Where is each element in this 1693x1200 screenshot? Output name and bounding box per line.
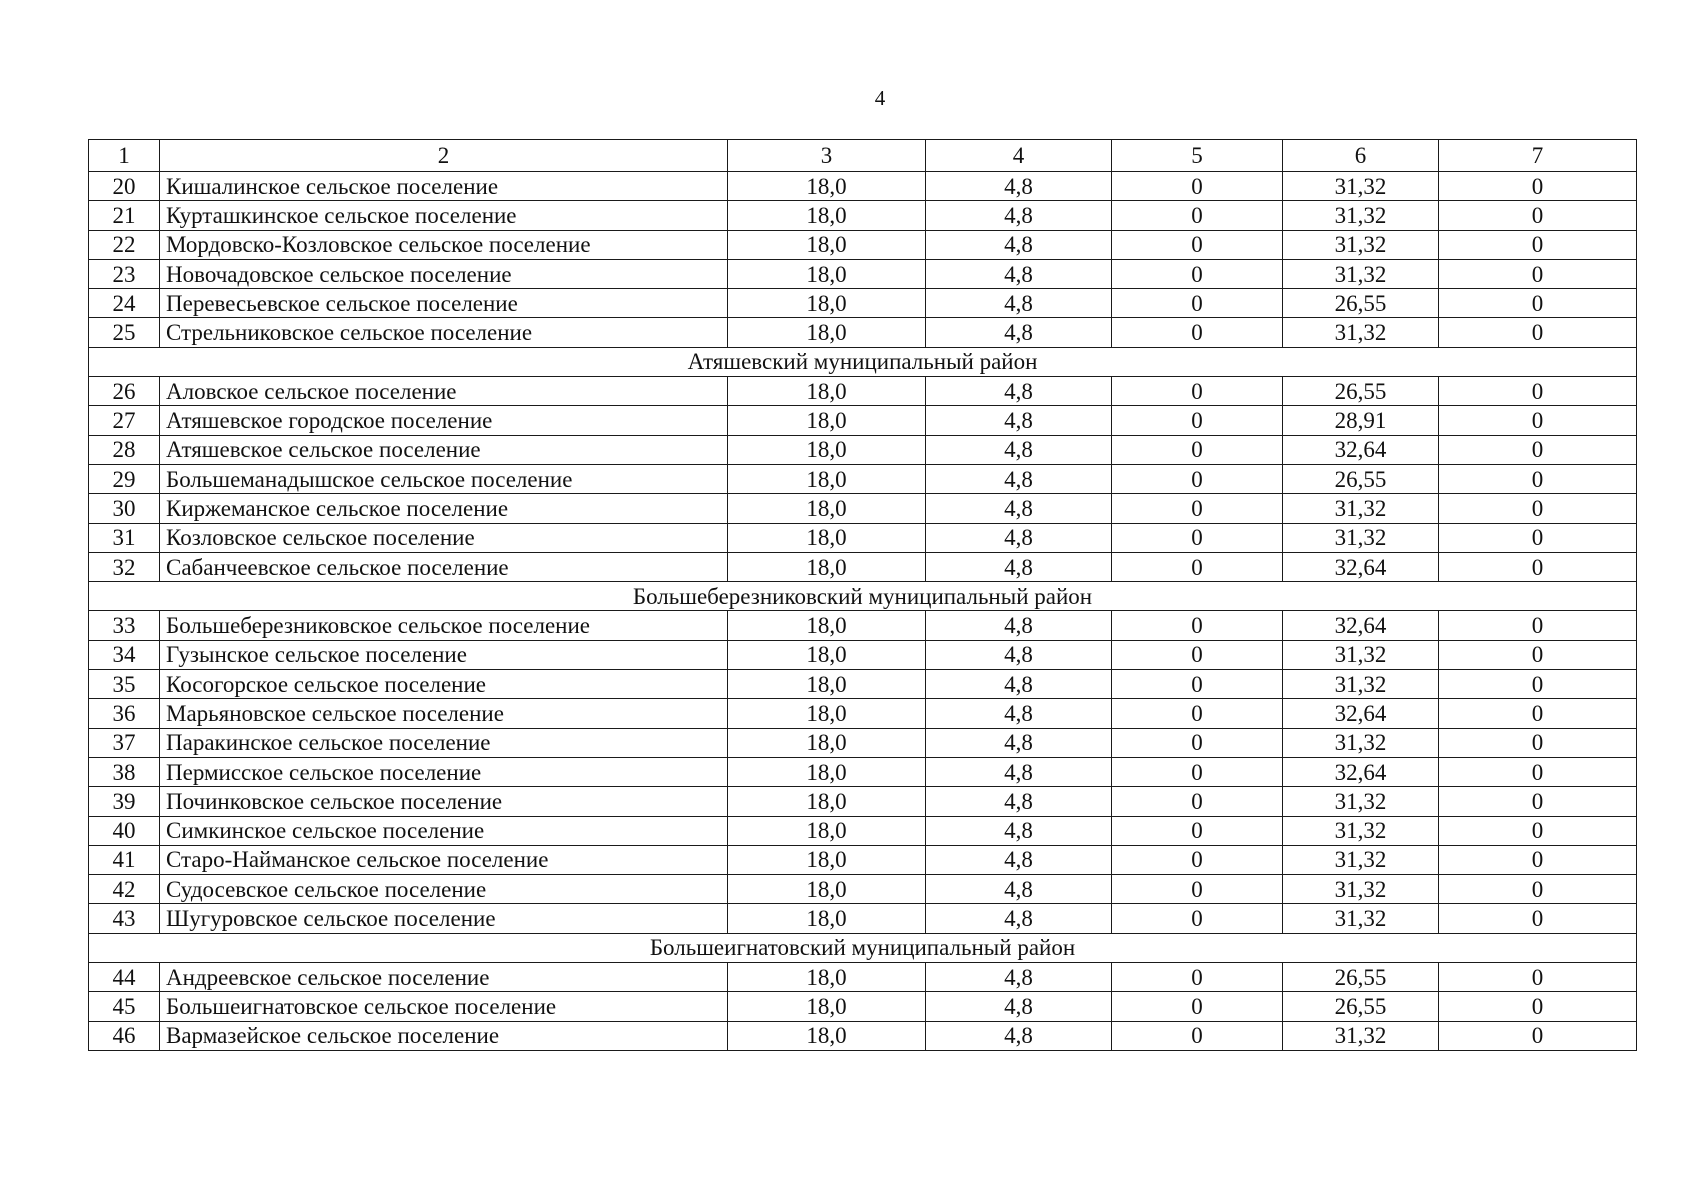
section-title: Атяшевский муниципальный район bbox=[89, 347, 1637, 376]
value-cell-4: 4,8 bbox=[926, 640, 1112, 669]
value-cell-7: 0 bbox=[1439, 816, 1637, 845]
value-cell-4: 4,8 bbox=[926, 172, 1112, 201]
value-cell-3: 18,0 bbox=[728, 1021, 926, 1050]
row-number-cell: 35 bbox=[89, 670, 160, 699]
row-number-cell: 24 bbox=[89, 289, 160, 318]
value-cell-3: 18,0 bbox=[728, 406, 926, 435]
value-cell-3: 18,0 bbox=[728, 787, 926, 816]
value-cell-5: 0 bbox=[1112, 816, 1283, 845]
value-cell-5: 0 bbox=[1112, 787, 1283, 816]
settlement-name-cell: Аловское сельское поселение bbox=[160, 377, 728, 406]
settlement-name-cell: Сабанчеевское сельское поселение bbox=[160, 552, 728, 581]
value-cell-5: 0 bbox=[1112, 494, 1283, 523]
value-cell-5: 0 bbox=[1112, 377, 1283, 406]
value-cell-5: 0 bbox=[1112, 640, 1283, 669]
table-row bbox=[89, 875, 1637, 904]
value-cell-4: 4,8 bbox=[926, 875, 1112, 904]
value-cell-7: 0 bbox=[1439, 494, 1637, 523]
table-row bbox=[89, 523, 1637, 552]
value-cell-4: 4,8 bbox=[926, 201, 1112, 230]
table-row bbox=[89, 904, 1637, 933]
value-cell-3: 18,0 bbox=[728, 318, 926, 347]
value-cell-6: 31,32 bbox=[1283, 845, 1439, 874]
value-cell-3: 18,0 bbox=[728, 670, 926, 699]
value-cell-5: 0 bbox=[1112, 757, 1283, 786]
value-cell-6: 31,32 bbox=[1283, 904, 1439, 933]
row-number-cell: 42 bbox=[89, 875, 160, 904]
table-row bbox=[89, 377, 1637, 406]
value-cell-5: 0 bbox=[1112, 670, 1283, 699]
value-cell-6: 32,64 bbox=[1283, 435, 1439, 464]
value-cell-4: 4,8 bbox=[926, 230, 1112, 259]
value-cell-4: 4,8 bbox=[926, 845, 1112, 874]
row-number-cell: 36 bbox=[89, 699, 160, 728]
value-cell-3: 18,0 bbox=[728, 494, 926, 523]
settlement-name-cell: Старо-Найманское сельское поселение bbox=[160, 845, 728, 874]
row-number-cell: 39 bbox=[89, 787, 160, 816]
value-cell-7: 0 bbox=[1439, 670, 1637, 699]
value-cell-3: 18,0 bbox=[728, 201, 926, 230]
value-cell-3: 18,0 bbox=[728, 172, 926, 201]
table-row bbox=[89, 757, 1637, 786]
settlement-name-cell: Атяшевское сельское поселение bbox=[160, 435, 728, 464]
table-row bbox=[89, 611, 1637, 640]
settlement-name-cell: Новочадовское сельское поселение bbox=[160, 259, 728, 288]
value-cell-5: 0 bbox=[1112, 552, 1283, 581]
value-cell-4: 4,8 bbox=[926, 377, 1112, 406]
settlement-name-cell: Паракинское сельское поселение bbox=[160, 728, 728, 757]
settlement-name-cell: Перевесьевское сельское поселение bbox=[160, 289, 728, 318]
value-cell-5: 0 bbox=[1112, 845, 1283, 874]
value-cell-6: 31,32 bbox=[1283, 816, 1439, 845]
value-cell-4: 4,8 bbox=[926, 787, 1112, 816]
settlement-name-cell: Пермисское сельское поселение bbox=[160, 757, 728, 786]
value-cell-5: 0 bbox=[1112, 435, 1283, 464]
value-cell-6: 31,32 bbox=[1283, 1021, 1439, 1050]
value-cell-5: 0 bbox=[1112, 259, 1283, 288]
section-title: Большеигнатовский муниципальный район bbox=[89, 933, 1637, 962]
row-number-cell: 25 bbox=[89, 318, 160, 347]
value-cell-4: 4,8 bbox=[926, 494, 1112, 523]
value-cell-5: 0 bbox=[1112, 523, 1283, 552]
value-cell-7: 0 bbox=[1439, 259, 1637, 288]
value-cell-3: 18,0 bbox=[728, 875, 926, 904]
header-cell-3: 3 bbox=[728, 140, 926, 172]
settlement-name-cell: Большеманадышское сельское поселение bbox=[160, 464, 728, 493]
table-row bbox=[89, 699, 1637, 728]
value-cell-6: 31,32 bbox=[1283, 787, 1439, 816]
value-cell-5: 0 bbox=[1112, 963, 1283, 992]
value-cell-3: 18,0 bbox=[728, 728, 926, 757]
value-cell-4: 4,8 bbox=[926, 904, 1112, 933]
value-cell-7: 0 bbox=[1439, 611, 1637, 640]
value-cell-4: 4,8 bbox=[926, 406, 1112, 435]
value-cell-6: 31,32 bbox=[1283, 670, 1439, 699]
table-row bbox=[89, 963, 1637, 992]
value-cell-3: 18,0 bbox=[728, 377, 926, 406]
settlement-name-cell: Кишалинское сельское поселение bbox=[160, 172, 728, 201]
settlement-name-cell: Атяшевское городское поселение bbox=[160, 406, 728, 435]
table-row bbox=[89, 845, 1637, 874]
row-number-cell: 40 bbox=[89, 816, 160, 845]
table-row bbox=[89, 787, 1637, 816]
value-cell-7: 0 bbox=[1439, 523, 1637, 552]
settlement-name-cell: Большеигнатовское сельское поселение bbox=[160, 992, 728, 1021]
table-row bbox=[89, 552, 1637, 581]
value-cell-7: 0 bbox=[1439, 845, 1637, 874]
value-cell-6: 31,32 bbox=[1283, 172, 1439, 201]
value-cell-6: 32,64 bbox=[1283, 757, 1439, 786]
value-cell-3: 18,0 bbox=[728, 611, 926, 640]
row-number-cell: 21 bbox=[89, 201, 160, 230]
row-number-cell: 28 bbox=[89, 435, 160, 464]
settlement-name-cell: Киржеманское сельское поселение bbox=[160, 494, 728, 523]
row-number-cell: 44 bbox=[89, 963, 160, 992]
value-cell-5: 0 bbox=[1112, 230, 1283, 259]
value-cell-4: 4,8 bbox=[926, 289, 1112, 318]
header-cell-4: 4 bbox=[926, 140, 1112, 172]
value-cell-3: 18,0 bbox=[728, 904, 926, 933]
section-header-row bbox=[89, 347, 1637, 376]
value-cell-6: 31,32 bbox=[1283, 640, 1439, 669]
table-row bbox=[89, 640, 1637, 669]
value-cell-3: 18,0 bbox=[728, 699, 926, 728]
value-cell-6: 31,32 bbox=[1283, 875, 1439, 904]
settlement-name-cell: Мордовско-Козловское сельское поселение bbox=[160, 230, 728, 259]
value-cell-7: 0 bbox=[1439, 963, 1637, 992]
table-header-row bbox=[89, 140, 1637, 172]
value-cell-6: 32,64 bbox=[1283, 699, 1439, 728]
value-cell-7: 0 bbox=[1439, 699, 1637, 728]
row-number-cell: 46 bbox=[89, 1021, 160, 1050]
value-cell-3: 18,0 bbox=[728, 816, 926, 845]
table-row bbox=[89, 201, 1637, 230]
value-cell-4: 4,8 bbox=[926, 728, 1112, 757]
value-cell-7: 0 bbox=[1439, 875, 1637, 904]
value-cell-7: 0 bbox=[1439, 728, 1637, 757]
value-cell-4: 4,8 bbox=[926, 699, 1112, 728]
settlement-name-cell: Гузынское сельское поселение bbox=[160, 640, 728, 669]
table-row bbox=[89, 259, 1637, 288]
value-cell-5: 0 bbox=[1112, 201, 1283, 230]
value-cell-3: 18,0 bbox=[728, 435, 926, 464]
row-number-cell: 30 bbox=[89, 494, 160, 523]
value-cell-6: 31,32 bbox=[1283, 201, 1439, 230]
value-cell-7: 0 bbox=[1439, 757, 1637, 786]
value-cell-5: 0 bbox=[1112, 699, 1283, 728]
value-cell-4: 4,8 bbox=[926, 757, 1112, 786]
settlement-name-cell: Шугуровское сельское поселение bbox=[160, 904, 728, 933]
value-cell-7: 0 bbox=[1439, 904, 1637, 933]
value-cell-3: 18,0 bbox=[728, 757, 926, 786]
value-cell-7: 0 bbox=[1439, 435, 1637, 464]
settlement-name-cell: Козловское сельское поселение bbox=[160, 523, 728, 552]
value-cell-4: 4,8 bbox=[926, 816, 1112, 845]
value-cell-6: 31,32 bbox=[1283, 728, 1439, 757]
row-number-cell: 45 bbox=[89, 992, 160, 1021]
table-row bbox=[89, 494, 1637, 523]
table-row bbox=[89, 1021, 1637, 1050]
value-cell-4: 4,8 bbox=[926, 552, 1112, 581]
value-cell-3: 18,0 bbox=[728, 289, 926, 318]
row-number-cell: 22 bbox=[89, 230, 160, 259]
value-cell-6: 26,55 bbox=[1283, 992, 1439, 1021]
row-number-cell: 31 bbox=[89, 523, 160, 552]
settlement-name-cell: Симкинское сельское поселение bbox=[160, 816, 728, 845]
value-cell-3: 18,0 bbox=[728, 640, 926, 669]
settlement-name-cell: Стрельниковское сельское поселение bbox=[160, 318, 728, 347]
value-cell-4: 4,8 bbox=[926, 670, 1112, 699]
value-cell-4: 4,8 bbox=[926, 1021, 1112, 1050]
value-cell-5: 0 bbox=[1112, 172, 1283, 201]
row-number-cell: 27 bbox=[89, 406, 160, 435]
settlement-name-cell: Андреевское сельское поселение bbox=[160, 963, 728, 992]
table-row bbox=[89, 289, 1637, 318]
value-cell-7: 0 bbox=[1439, 552, 1637, 581]
value-cell-3: 18,0 bbox=[728, 523, 926, 552]
row-number-cell: 32 bbox=[89, 552, 160, 581]
value-cell-4: 4,8 bbox=[926, 435, 1112, 464]
table-row bbox=[89, 406, 1637, 435]
row-number-cell: 41 bbox=[89, 845, 160, 874]
table-row bbox=[89, 464, 1637, 493]
table-row bbox=[89, 435, 1637, 464]
value-cell-7: 0 bbox=[1439, 787, 1637, 816]
settlement-name-cell: Судосевское сельское поселение bbox=[160, 875, 728, 904]
value-cell-4: 4,8 bbox=[926, 259, 1112, 288]
row-number-cell: 29 bbox=[89, 464, 160, 493]
row-number-cell: 23 bbox=[89, 259, 160, 288]
table-row bbox=[89, 992, 1637, 1021]
value-cell-6: 32,64 bbox=[1283, 611, 1439, 640]
table-row bbox=[89, 728, 1637, 757]
value-cell-7: 0 bbox=[1439, 640, 1637, 669]
value-cell-5: 0 bbox=[1112, 992, 1283, 1021]
data-table bbox=[88, 139, 1637, 1051]
settlement-name-cell: Вармазейское сельское поселение bbox=[160, 1021, 728, 1050]
value-cell-4: 4,8 bbox=[926, 464, 1112, 493]
value-cell-7: 0 bbox=[1439, 377, 1637, 406]
table-body bbox=[89, 140, 1637, 1051]
value-cell-6: 31,32 bbox=[1283, 259, 1439, 288]
value-cell-7: 0 bbox=[1439, 406, 1637, 435]
value-cell-6: 31,32 bbox=[1283, 523, 1439, 552]
row-number-cell: 26 bbox=[89, 377, 160, 406]
header-cell-7: 7 bbox=[1439, 140, 1637, 172]
settlement-name-cell: Большеберезниковское сельское поселение bbox=[160, 611, 728, 640]
value-cell-3: 18,0 bbox=[728, 230, 926, 259]
settlement-name-cell: Курташкинское сельское поселение bbox=[160, 201, 728, 230]
header-cell-6: 6 bbox=[1283, 140, 1439, 172]
value-cell-3: 18,0 bbox=[728, 963, 926, 992]
value-cell-3: 18,0 bbox=[728, 552, 926, 581]
value-cell-6: 31,32 bbox=[1283, 318, 1439, 347]
value-cell-7: 0 bbox=[1439, 464, 1637, 493]
value-cell-5: 0 bbox=[1112, 464, 1283, 493]
value-cell-7: 0 bbox=[1439, 230, 1637, 259]
value-cell-5: 0 bbox=[1112, 1021, 1283, 1050]
value-cell-4: 4,8 bbox=[926, 611, 1112, 640]
settlement-name-cell: Косогорское сельское поселение bbox=[160, 670, 728, 699]
value-cell-3: 18,0 bbox=[728, 992, 926, 1021]
row-number-cell: 43 bbox=[89, 904, 160, 933]
value-cell-3: 18,0 bbox=[728, 259, 926, 288]
value-cell-7: 0 bbox=[1439, 172, 1637, 201]
value-cell-7: 0 bbox=[1439, 318, 1637, 347]
value-cell-5: 0 bbox=[1112, 875, 1283, 904]
value-cell-6: 26,55 bbox=[1283, 963, 1439, 992]
value-cell-6: 31,32 bbox=[1283, 494, 1439, 523]
value-cell-7: 0 bbox=[1439, 992, 1637, 1021]
section-header-row bbox=[89, 933, 1637, 962]
section-title: Большеберезниковский муниципальный район bbox=[89, 582, 1637, 611]
value-cell-7: 0 bbox=[1439, 1021, 1637, 1050]
value-cell-3: 18,0 bbox=[728, 845, 926, 874]
value-cell-5: 0 bbox=[1112, 611, 1283, 640]
table-row bbox=[89, 172, 1637, 201]
value-cell-4: 4,8 bbox=[926, 992, 1112, 1021]
value-cell-6: 26,55 bbox=[1283, 377, 1439, 406]
value-cell-5: 0 bbox=[1112, 904, 1283, 933]
settlement-name-cell: Починковское сельское поселение bbox=[160, 787, 728, 816]
row-number-cell: 33 bbox=[89, 611, 160, 640]
value-cell-6: 32,64 bbox=[1283, 552, 1439, 581]
value-cell-6: 26,55 bbox=[1283, 289, 1439, 318]
row-number-cell: 37 bbox=[89, 728, 160, 757]
value-cell-7: 0 bbox=[1439, 201, 1637, 230]
table-row bbox=[89, 816, 1637, 845]
table-row bbox=[89, 318, 1637, 347]
value-cell-7: 0 bbox=[1439, 289, 1637, 318]
page-number: 4 bbox=[874, 86, 886, 110]
value-cell-4: 4,8 bbox=[926, 523, 1112, 552]
section-header-row bbox=[89, 582, 1637, 611]
value-cell-6: 31,32 bbox=[1283, 230, 1439, 259]
value-cell-6: 26,55 bbox=[1283, 464, 1439, 493]
table-row bbox=[89, 230, 1637, 259]
row-number-cell: 34 bbox=[89, 640, 160, 669]
header-cell-1: 1 bbox=[89, 140, 160, 172]
header-cell-2: 2 bbox=[160, 140, 728, 172]
row-number-cell: 20 bbox=[89, 172, 160, 201]
table-row bbox=[89, 670, 1637, 699]
value-cell-5: 0 bbox=[1112, 318, 1283, 347]
value-cell-5: 0 bbox=[1112, 406, 1283, 435]
row-number-cell: 38 bbox=[89, 757, 160, 786]
value-cell-4: 4,8 bbox=[926, 963, 1112, 992]
value-cell-5: 0 bbox=[1112, 289, 1283, 318]
value-cell-6: 28,91 bbox=[1283, 406, 1439, 435]
settlement-name-cell: Марьяновское сельское поселение bbox=[160, 699, 728, 728]
value-cell-3: 18,0 bbox=[728, 464, 926, 493]
value-cell-5: 0 bbox=[1112, 728, 1283, 757]
value-cell-4: 4,8 bbox=[926, 318, 1112, 347]
header-cell-5: 5 bbox=[1112, 140, 1283, 172]
